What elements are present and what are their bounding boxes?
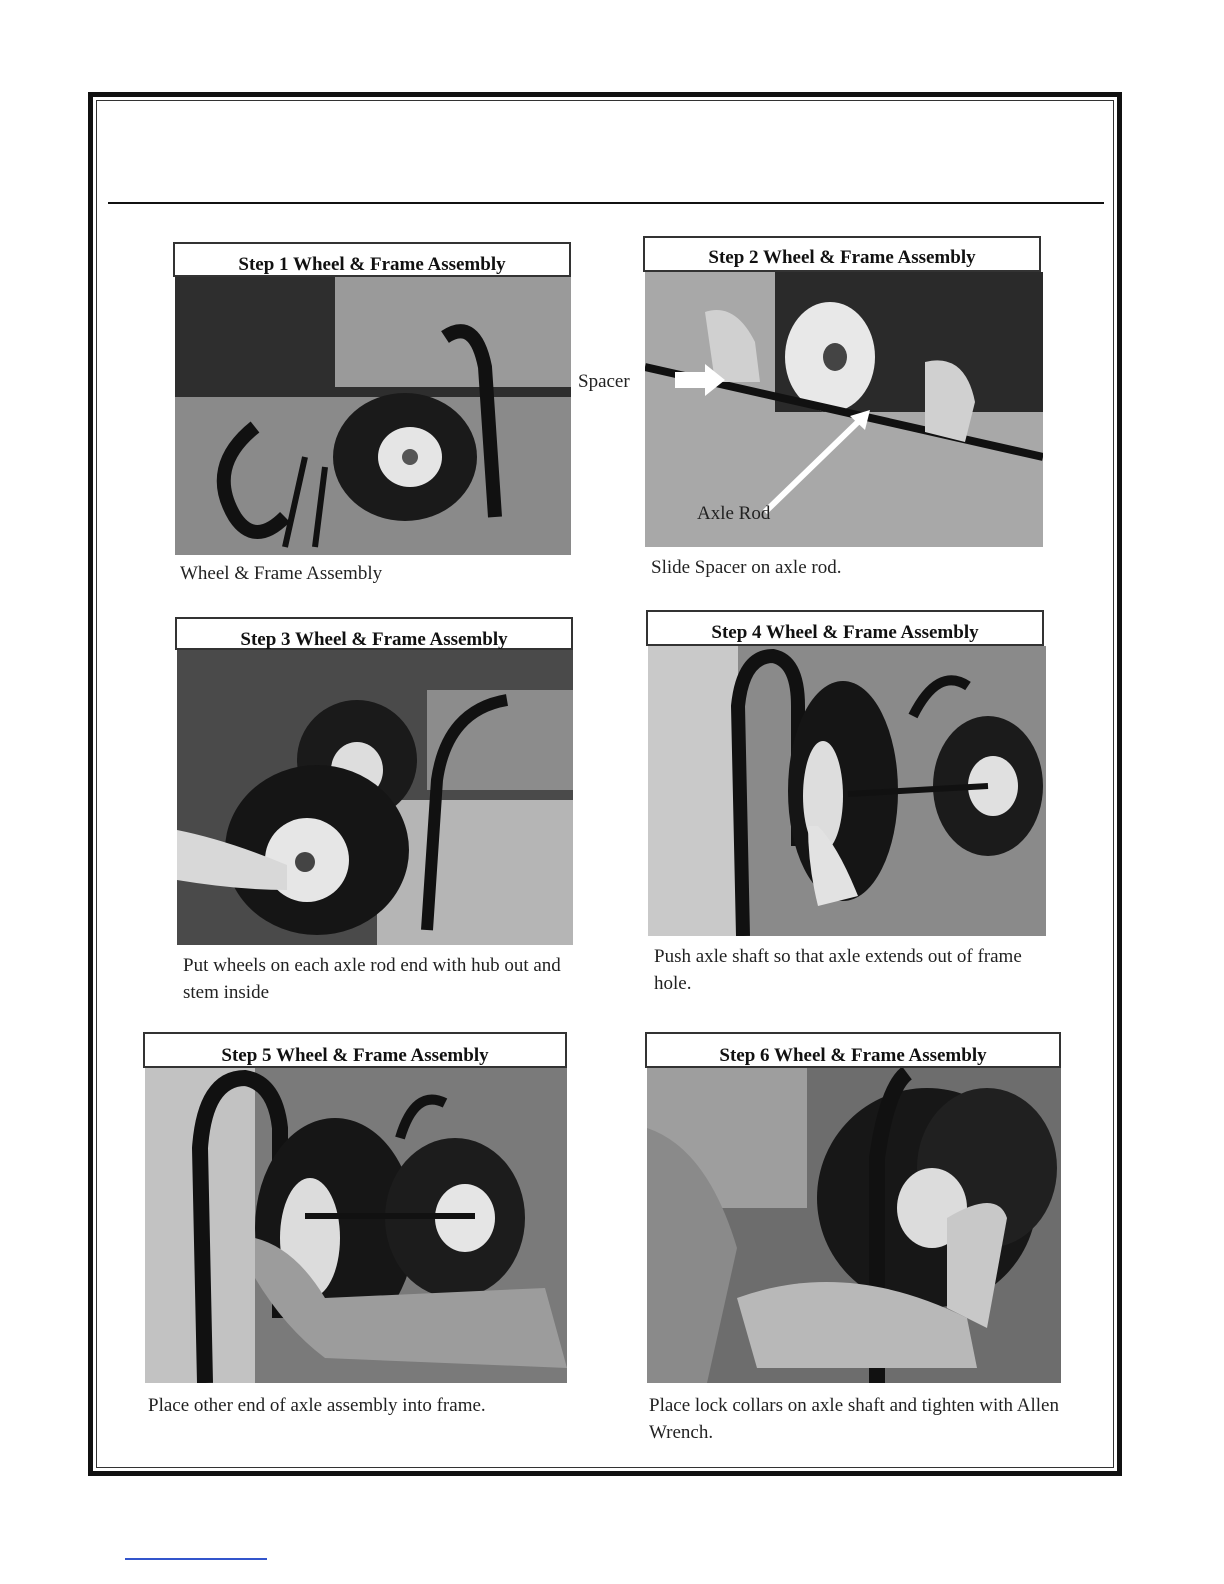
step-1-photo [175,277,571,555]
step-2-title: Step 2 Wheel & Frame Assembly [643,236,1041,272]
step-1-title: Step 1 Wheel & Frame Assembly [173,242,571,277]
step-3-photo [177,650,573,945]
spacer-callout-label: Spacer [578,371,630,392]
step-4-title: Step 4 Wheel & Frame Assembly [646,610,1044,646]
step-5-caption: Place other end of axle assembly into frame. [148,1395,486,1416]
step-6-title: Step 6 Wheel & Frame Assembly [645,1032,1061,1068]
header-rule [108,202,1104,204]
footer-link-underline [125,1558,267,1560]
step-2-caption: Slide Spacer on axle rod. [651,557,842,578]
step-5-title: Step 5 Wheel & Frame Assembly [143,1032,567,1068]
step-4-caption: Push axle shaft so that axle extends out of frame hole. [654,946,1022,994]
step-6-photo [647,1068,1061,1383]
step-6-caption: Place lock collars on axle shaft and tighten with Allen Wrench. [649,1395,1059,1443]
step-3-caption: Put wheels on each axle rod end with hub out and stem inside [183,955,561,1003]
step-3-title: Step 3 Wheel & Frame Assembly [175,617,573,650]
step-1-caption: Wheel & Frame Assembly [180,563,383,584]
step-4-photo [648,646,1046,936]
axle-rod-callout-label: Axle Rod [697,503,771,524]
step-5-photo [145,1068,567,1383]
